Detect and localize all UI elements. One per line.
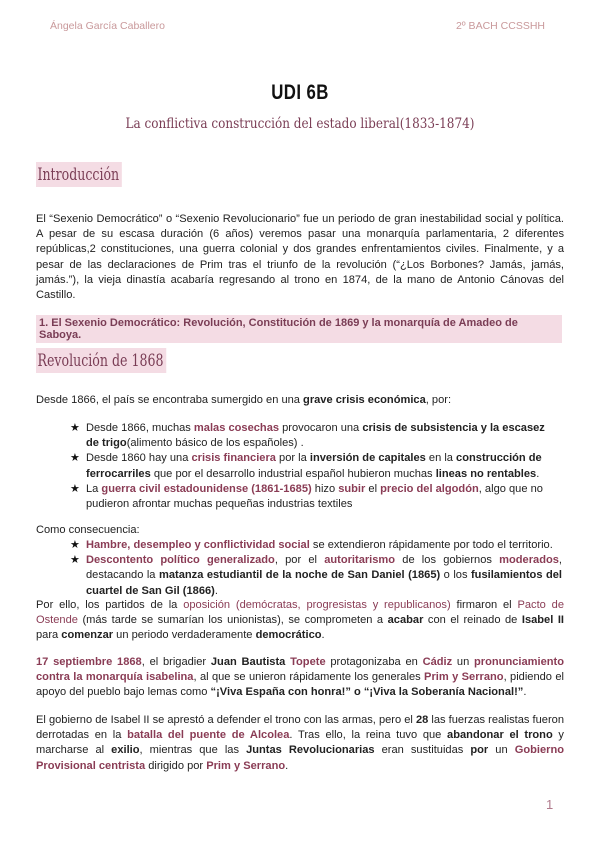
intro-paragraph: El “Sexenio Democrático” o “Sexenio Revolucionario” fue un periodo de gran inestabilidad social y política. A pesar de su escasa duración (6 años) veremos pasar una monarquía parlamentaria, 2 diferentes repúblicas,2 constituciones, una guerra colonial y dos grandes enfrentamientos civiles. Finalmente, y a pesar de las declaraciones de Prim tras el triunfo de la revolución (“¿Los Borbones? Jamás, jamás, jamás.”), la vieja dinastía acabaría regresando al trono en 1874, de la mano de Antonio Cánovas del Castillo.: [36, 213, 564, 302]
crisis-intro-paragraph: Desde 1866, el país se encontraba sumergido en una grave crisis económica, por:: [36, 394, 452, 406]
document-subtitle: La conflictiva construcción del estado liberal(1833-1874): [125, 116, 475, 132]
document-title: UDI 6B: [271, 81, 329, 104]
list-item: ★ Hambre, desempleo y conflictividad social se extendieron rápidamente por todo el territorio.: [70, 538, 562, 553]
section-heading-revolucion: Revolución de 1868: [36, 348, 166, 373]
header-course: 2º BACH CCSSHH: [455, 20, 545, 32]
header-author: Ángela García Caballero: [50, 20, 165, 32]
pacto-ostende-paragraph: Por ello, los partidos de la oposición (demócratas, progresistas y republicanos) firmaron el Pacto de Ostende (más tarde se sumarían los unionistas), se comprometen a acabar con el reinado de Isabel II para comenzar un periodo verdaderamente democrático.: [36, 599, 564, 642]
pronunciamiento-paragraph: 17 septiembre 1868, el brigadier Juan Bautista Topete protagonizaba en Cádiz un pronunciamiento contra la monarquía isabelina, al que se unieron rápidamente los generales Prim y Serrano, pidiendo el apoyo del pueblo bajo lemas como “¡Viva España con honra!” o “¡Viva la Soberanía Nacional!”.: [36, 656, 565, 699]
page-number: 1: [546, 797, 554, 812]
topic-banner: 1. El Sexenio Democrático: Revolución, Constitución de 1869 y la monarquía de Amadeo de Saboya.: [36, 315, 562, 343]
list-item: ★ Descontento político generalizado, por el autoritarismo de los gobiernos moderados, destacando la matanza estudiantil de la noche de San Daniel (1865) o los fusilamientos del cuartel de San Gil (1866).: [70, 553, 562, 599]
list-item: ★ La guerra civil estadounidense (1861-1685) hizo subir el precio del algodón, algo que no pudieron afrontar muchas pequeñas industrias textiles: [70, 482, 560, 512]
section-heading-introduccion: Introducción: [36, 162, 122, 187]
consequences-list: [70, 538, 562, 599]
alcolea-paragraph: El gobierno de Isabel II se aprestó a defender el trono con las armas, pero el 28 las fuerzas realistas fueron derrotadas en la batalla del puente de Alcolea. Tras ello, la reina tuvo que abandonar el trono y marcharse al exilio, mientras que las Juntas Revolucionarias eran sustituidas por un Gobierno Provisional centrista dirigido por Prim y Serrano.: [36, 714, 564, 772]
list-item: ★ Desde 1860 hay una crisis financiera por la inversión de capitales en la construcción de ferrocarriles que por el desarrollo industrial español hubieron muchas lineas no rentables.: [70, 451, 560, 481]
crisis-causes-list: [70, 421, 560, 512]
consequences-label: Como consecuencia:: [36, 524, 140, 536]
list-item: ★ Desde 1866, muchas malas cosechas provocaron una crisis de subsistencia y la escasez de trigo(alimento básico de los españoles) .: [70, 421, 560, 451]
